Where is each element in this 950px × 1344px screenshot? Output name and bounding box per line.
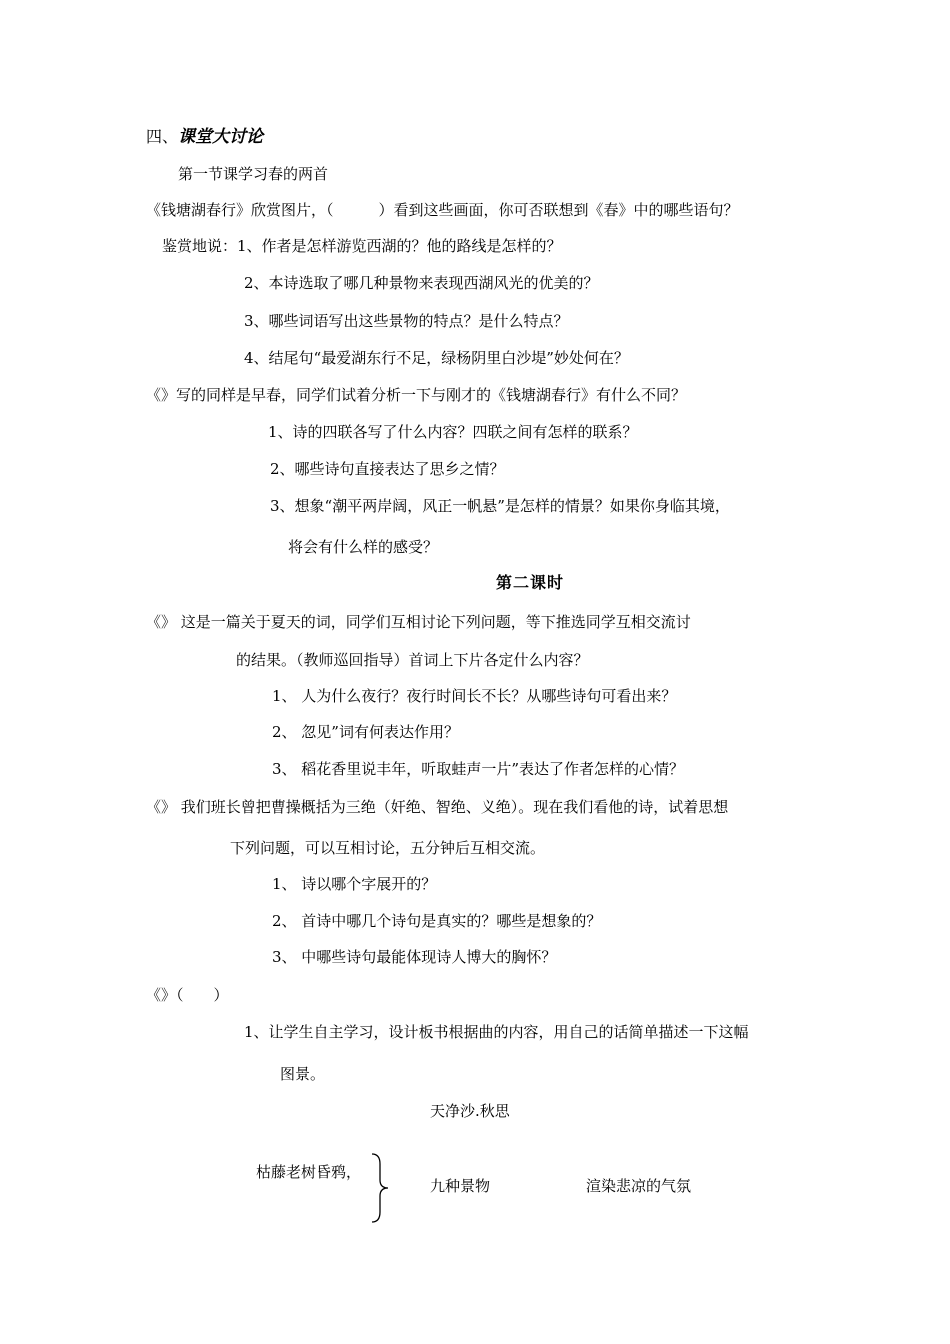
poem4-q3: 3、 中哪些诗句最能体现诗人博大的胸怀？ bbox=[272, 948, 557, 966]
poem2-q2: 2、哪些诗句直接表达了思乡之情？ bbox=[270, 460, 505, 478]
section-prefix: 四、 bbox=[146, 127, 179, 146]
poem3-intro: 《》 这是一篇关于夏天的词，同学们互相讨论下列问题，等下推选同学互相交流讨 bbox=[146, 613, 691, 631]
section-title: 课堂大讨论 bbox=[178, 127, 264, 147]
poem3-q2: 2、 忽见”词有何表达作用？ bbox=[272, 723, 459, 741]
board-left-text: 枯藤老树昏鸦， bbox=[256, 1163, 362, 1181]
poem2-q3-cont: 将会有什么样的感受？ bbox=[288, 538, 439, 556]
appreciation-q1: 鉴赏地说：1、作者是怎样游览西湖的？他的路线是怎样的？ bbox=[162, 237, 562, 255]
poem2-q1: 1、诗的四联各写了什么内容？四联之间有怎样的联系？ bbox=[268, 423, 638, 441]
poem3-q1: 1、 人为什么夜行？夜行时间长不长？从哪些诗句可看出来？ bbox=[272, 687, 677, 705]
poem4-intro-cont: 下列问题，可以互相讨论，五分钟后互相交流。 bbox=[230, 839, 546, 857]
poem1-q2: 2、本诗选取了哪几种景物来表现西湖风光的优美的？ bbox=[244, 274, 599, 292]
poem2-intro: 《》写的同样是早春，同学们试着分析一下与刚才的《钱塘湖春行》有什么不同？ bbox=[146, 386, 687, 404]
right-brace-icon bbox=[368, 1152, 392, 1224]
poem4-q2: 2、 首诗中哪几个诗句是真实的？哪些是想象的？ bbox=[272, 912, 602, 930]
poem4-intro: 《》 我们班长曾把曹操概括为三绝（奸绝、智绝、义绝）。现在我们看他的诗，试着思想 bbox=[146, 798, 729, 816]
section-heading bbox=[146, 127, 263, 147]
board-title: 天净沙.秋思 bbox=[430, 1102, 510, 1120]
poem2-q3: 3、想象“潮平两岸阔，风正一帆悬”是怎样的情景？如果你身临其境， bbox=[270, 497, 730, 515]
poem1-intro: 《钱塘湖春行》欣赏图片，（ ）看到这些画面，你可否联想到《春》中的哪些语句？ bbox=[146, 201, 739, 219]
lesson1-subtitle: 第一节课学习春的两首 bbox=[178, 165, 329, 183]
poem4-q1: 1、 诗以哪个字展开的？ bbox=[272, 875, 437, 893]
poem5-q1: 1、让学生自主学习，设计板书根据曲的内容，用自己的话简单描述一下这幅 bbox=[244, 1023, 749, 1041]
poem3-intro-cont: 的结果。（教师巡回指导）首词上下片各定什么内容？ bbox=[236, 651, 589, 669]
poem5-q1-cont: 图景。 bbox=[280, 1065, 326, 1083]
poem1-q4: 4、结尾句“最爱湖东行不足，绿杨阴里白沙堤”妙处何在？ bbox=[244, 349, 629, 367]
board-right-text: 渲染悲凉的气氛 bbox=[586, 1177, 692, 1195]
poem1-q3: 3、哪些词语写出这些景物的特点？是什么特点？ bbox=[244, 312, 569, 330]
poem3-q3: 3、 稻花香里说丰年，听取蛙声一片”表达了作者怎样的心情？ bbox=[272, 760, 684, 778]
board-middle-text: 九种景物 bbox=[430, 1177, 491, 1195]
poem5-intro: 《》（ ） bbox=[146, 986, 229, 1004]
lesson2-title: 第二课时 bbox=[496, 573, 565, 592]
